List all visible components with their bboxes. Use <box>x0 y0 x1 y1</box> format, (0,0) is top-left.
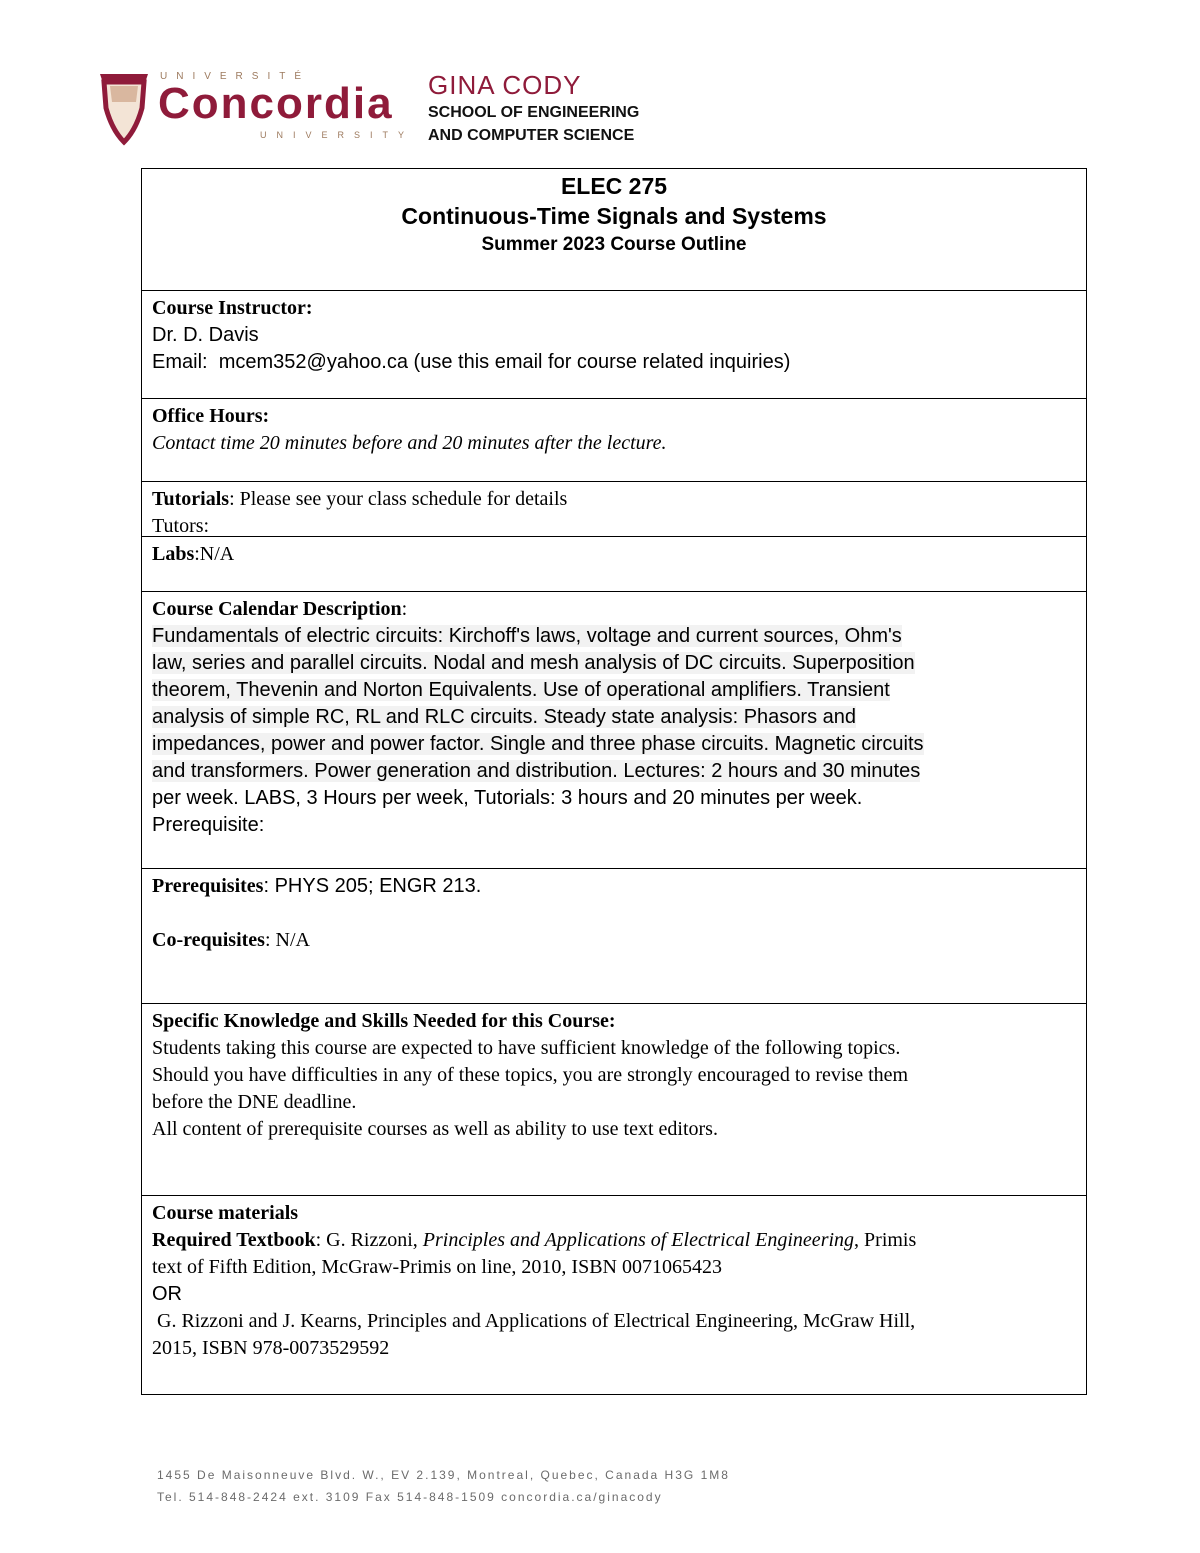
labs-label: Labs <box>152 543 195 565</box>
office-hours-label: Office Hours: <box>152 405 270 427</box>
description-line-text: impedances, power and power factor. Single and three phase circuits. Magnetic circuits <box>152 733 924 755</box>
textbook-line-2: text of Fifth Edition, McGraw-Primis on line, 2010, ISBN 0071065423 <box>152 1256 722 1278</box>
skills-line: Students taking this course are expected to have sufficient knowledge of the following topics. <box>152 1037 901 1059</box>
prerequisites-cell <box>142 868 1086 1003</box>
universite-label: UNIVERSITÉ <box>160 71 311 82</box>
alt-textbook-line-1: G. Rizzoni and J. Kearns, Principles and Applications of Electrical Engineering, McGraw Hill, <box>152 1310 916 1332</box>
instructor-email[interactable]: mcem352@yahoo.ca (use this email for course related inquiries) <box>218 351 791 373</box>
skills-cell <box>142 1003 1086 1195</box>
instructor-cell <box>142 290 1086 398</box>
corequisites-label: Co-requisites <box>152 929 265 951</box>
school-line-2: AND COMPUTER SCIENCE <box>428 127 635 144</box>
labs-line <box>152 541 1076 568</box>
corequisites-line <box>152 927 1076 954</box>
required-textbook-line <box>152 1227 1076 1254</box>
skills-line: All content of prerequisite courses as well as ability to use text editors. <box>152 1118 718 1140</box>
corequisites-text: : N/A <box>264 929 310 951</box>
description-heading <box>152 596 1076 623</box>
course-term: Summer 2023 Course Outline <box>481 234 747 255</box>
alt-textbook-line-2: 2015, ISBN 978-0073529592 <box>152 1337 390 1359</box>
spacer <box>152 900 1076 927</box>
description-colon: : <box>401 598 408 620</box>
textbook-title: Principles and Applications of Electrical Engineering <box>422 1229 855 1251</box>
description-line-text: per week. LABS, 3 Hours per week, Tutorials: 3 hours and 20 minutes per week. <box>152 787 863 809</box>
instructor-email-line <box>152 349 1076 376</box>
materials-label: Course materials <box>152 1202 299 1224</box>
description-line-text: law, series and parallel circuits. Nodal and mesh analysis of DC circuits. Superposition <box>152 652 915 674</box>
description-line-text: theorem, Thevenin and Norton Equivalents. Use of operational amplifiers. Transient <box>152 679 890 701</box>
description-line-text: and transformers. Power generation and distribution. Lectures: 2 hours and 30 minutes <box>152 760 921 782</box>
footer-contact: Tel. 514-848-2424 ext. 3109 Fax 514-848-1509 concordia.ca/ginacody <box>157 1490 663 1504</box>
skills-line: Should you have difficulties in any of these topics, you are strongly encouraged to revise them <box>152 1064 909 1086</box>
email-label: Email: <box>152 351 208 373</box>
office-hours-text: Contact time 20 minutes before and 20 minutes after the lecture. <box>152 432 667 454</box>
course-outline-table <box>141 168 1087 1395</box>
required-textbook-label: Required Textbook <box>152 1229 316 1251</box>
description-line <box>152 731 1076 758</box>
materials-cell <box>142 1195 1086 1394</box>
description-line-text: analysis of simple RC, RL and RLC circuits. Steady state analysis: Phasors and <box>152 706 857 728</box>
description-line <box>152 785 1076 812</box>
description-line <box>152 677 1076 704</box>
description-line <box>152 650 1076 677</box>
description-line-text: Fundamentals of electric circuits: Kirchoff's laws, voltage and current sources, Ohm's <box>152 625 902 647</box>
prerequisites-label: Prerequisites <box>152 875 264 897</box>
description-line-text: Prerequisite: <box>152 814 265 836</box>
prerequisites-line <box>152 873 1076 900</box>
tutors-label: Tutors: <box>152 515 210 537</box>
university-name: Concordia <box>158 79 394 128</box>
skills-label: Specific Knowledge and Skills Needed for this Course: <box>152 1010 616 1032</box>
description-line <box>152 758 1076 785</box>
school-title: GINA CODY <box>428 70 582 100</box>
tutorials-line <box>152 486 1076 513</box>
description-line <box>152 704 1076 731</box>
concordia-shield-icon <box>96 68 152 146</box>
tutorials-text: : Please see your class schedule for details <box>229 488 568 510</box>
tutorials-cell <box>142 481 1086 536</box>
instructor-label: Course Instructor: <box>152 297 313 319</box>
calendar-description-cell <box>142 591 1086 868</box>
instructor-name: Dr. D. Davis <box>152 324 259 346</box>
textbook-publisher: , Primis <box>854 1229 917 1251</box>
prerequisites-text: : PHYS 205; ENGR 213. <box>263 875 482 897</box>
course-title-cell <box>142 169 1086 290</box>
school-line-1: SCHOOL OF ENGINEERING <box>428 104 640 121</box>
description-line <box>152 812 1076 839</box>
office-hours-cell <box>142 398 1086 481</box>
course-name: Continuous-Time Signals and Systems <box>401 203 827 229</box>
description-line <box>152 623 1076 650</box>
labs-text: :N/A <box>194 543 235 565</box>
footer-address: 1455 De Maisonneuve Blvd. W., EV 2.139, Montreal, Quebec, Canada H3G 1M8 <box>157 1468 730 1482</box>
description-label: Course Calendar Description <box>152 598 402 620</box>
skills-line: before the DNE deadline. <box>152 1091 357 1113</box>
tutorials-label: Tutorials <box>152 488 230 510</box>
course-code: ELEC 275 <box>560 173 668 199</box>
labs-cell <box>142 536 1086 591</box>
textbook-author: : G. Rizzoni, <box>315 1229 423 1251</box>
or-label: OR <box>152 1283 182 1305</box>
university-label: UNIVERSITY <box>260 130 415 140</box>
